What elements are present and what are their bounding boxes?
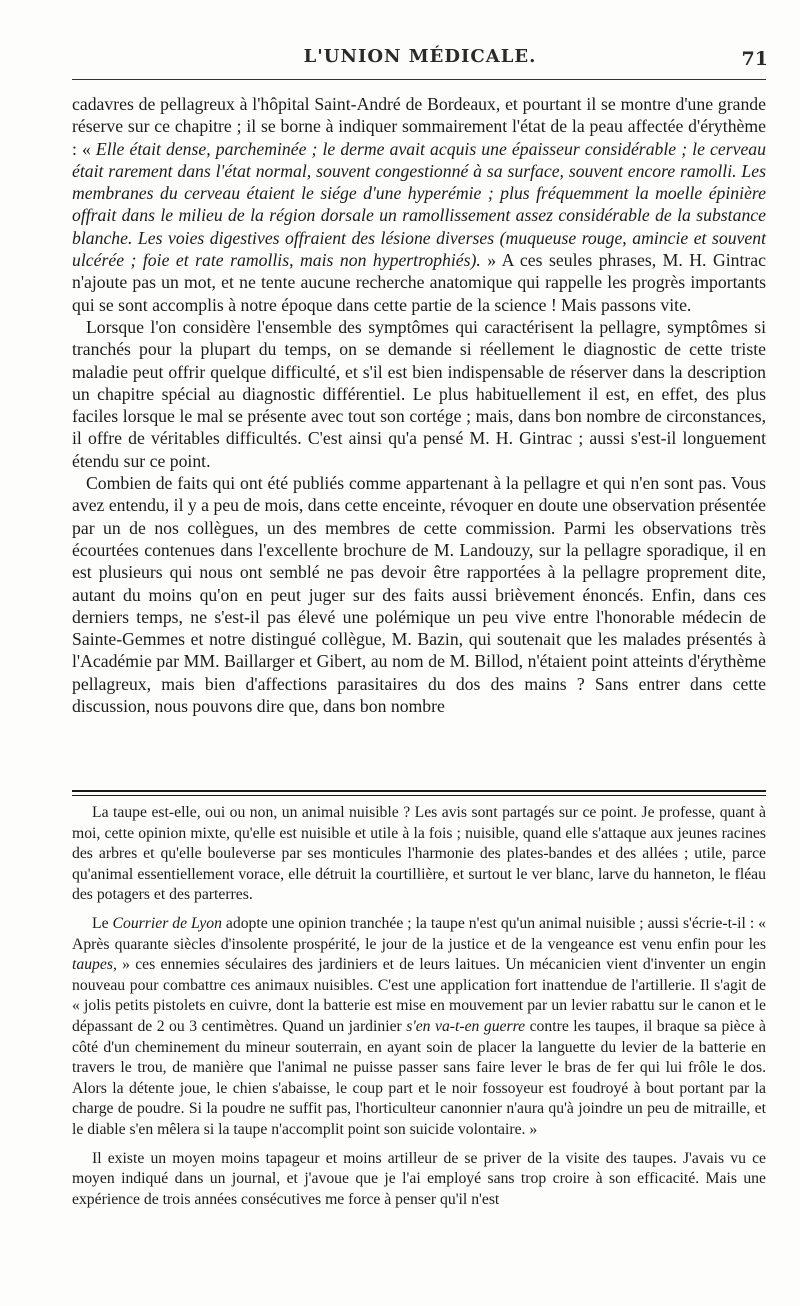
feuilleton-text xyxy=(72,803,766,1210)
feuilleton-p2-newspaper-title: Courrier de Lyon xyxy=(112,914,222,932)
feuilleton-p2-taupes: taupes, xyxy=(72,956,117,974)
feuilleton-p2-guerre: s'en va-t-en guerre xyxy=(406,1017,526,1035)
main-paragraph-3: Combien de faits qui ont été publiés comme appartenant à la pellagre et qui n'en sont pas. Vous avez entendu, il y a peu de mois, dans cette enceinte, révoquer en doute une observation présentée par un de nos collègues, un des membres de cette commission. Parmi les observations très écourtées contenues dans l'excellente brochure de M. Landouzy, sur la pellagre sporadique, il en est plusieurs qui nous ont semblé ne pas devoir être rapportées à la pellagre proprement dite, autant du moins qu'on en peut juger sur des faits aussi brièvement énoncés. Enfin, dans ces derniers temps, ne s'est-il pas élevé une polémique un peu vive entre l'honorable médecin de Sainte-Gemmes et notre distingué collègue, M. Bazin, qui soutenait que les malades présentés à l'Académie par MM. Baillarger et Gibert, au nom de M. Billod, n'étaient point atteints d'érythème pellagreux, mais bien d'affections parasitaires du dos des mains ? Sans entrer dans cette discussion, nous pouvons dire que, dans bon nombre xyxy=(72,473,766,717)
feuilleton-p2-seg1: Le xyxy=(92,914,113,932)
feuilleton-p2-seg5: » ces ennemies séculaires des jardiniers et de leurs laitues. Un mécanicien vient d'inventer un engin nouveau pour combattre ces animaux nuisibles. C'est une application fort inattendue de l'artillerie. Il s'agit de « jolis petits pistolets en cuivre, dont la batterie est mise en mouvement par un levier rabattu sur le canon et le dépassant de 2 ou 3 centimètres. Quand un jardinier xyxy=(72,956,766,1035)
divider-thin-rule xyxy=(72,795,766,796)
feuilleton-paragraph-2 xyxy=(72,914,766,1141)
main-paragraph-1 xyxy=(72,93,766,316)
header-rule xyxy=(72,79,766,80)
page-header xyxy=(72,42,768,78)
feuilleton-paragraph-1: La taupe est-elle, oui ou non, un animal nuisible ? Les avis sont partagés sur ce point. Je professe, quant à moi, cette opinion mixte, qu'elle est nuisible et utile à la fois ; nuisible, quand elle s'attaque aux jeunes racines des arbres et qu'elle bouleverse par ses monticules l'harmonie des plates-bandes et des allées ; utile, parce qu'animal essentiellement vorace, elle détruit la courtillière, et surtout le ver blanc, larve du hanneton, le fléau des potagers et des parterres. xyxy=(72,804,766,904)
main-p1-text-end: » A ces seules phrases, M. H. Gintrac n'ajoute pas un mot, et ne tente aucune recherche anatomique qui rappelle les progrès importants qui se sont accomplis à notre époque dans cette partie de la science ! Mais passons vite. xyxy=(72,250,766,315)
running-title: L'UNION MÉDICALE. xyxy=(303,46,537,67)
feuilleton-p2-seg3: adopte une opinion tranchée ; la taupe n'est qu'un animal nuisible ; aussi s'écrie-t-il : « Après quarante siècles d'insolente prospérité, le jour de la justice et de la vengeance est venu enfin pour les xyxy=(72,914,766,953)
main-p1-quotation: Elle était dense, parcheminée ; le derme avait acquis une épaisseur considérable ; le cerveau était rarement dans l'état normal, souvent congestionné à sa surface, souvent encore ramolli. Les membranes du cerveau étaient le siége d'une hyperémie ; plus fréquemment la moelle épinière offrait dans le milieu de la région dorsale un ramollissement assez considérable de la substance blanche. Les voies digestives offraient des lésione diverses (muqueuse rouge, amincie et souvent ulcérée ; foie et rate ramollis, mais non hypertrophiés). xyxy=(72,138,766,271)
page-number: 71 xyxy=(741,48,768,70)
divider-thick-rule xyxy=(72,790,766,792)
feuilleton-p2-seg7: contre les taupes, il braque sa pièce à côté d'un cheminement du mineur souterrain, en ayant soin de placer la languette du levier de la batterie en travers le trou, de manière que l'animal ne puisse passer sans faire lever le bras de fer qui lui frôle le dos. Alors la détente joue, le chien s'abaisse, le coup part et le noir fossoyeur est foudroyé à bout portant par la charge de poudre. Si la poudre ne suffit pas, l'horticulteur canonnier n'aura qu'à joindre un peu de mitraille, et le diable s'en mêlera si la taupe n'accomplit point son suicide volontaire. » xyxy=(72,1017,767,1138)
main-paragraph-2: Lorsque l'on considère l'ensemble des symptômes qui caractérisent la pellagre, symptômes si tranchés pour la plupart du temps, on se demande si réellement le diagnostic de cette triste maladie peut offrir quelque difficulté, et s'il est bien indispensable de réserver dans la description un chapitre spécial au diagnostic différentiel. Le plus habituellement il est, en effet, des plus faciles lorsque le mal se présente avec tout son cortége ; mais, dans bon nombre de circonstances, il offre de véritables difficultés. C'est ainsi qu'a pensé M. H. Gintrac ; aussi s'est-il longuement étendu sur ce point. xyxy=(72,316,766,471)
footnote-divider xyxy=(72,790,766,796)
feuilleton-paragraph-3: Il existe un moyen moins tapageur et moins artilleur de se priver de la visite des taupes. J'avais vu ce moyen indiqué dans un journal, et j'avoue que je l'ai employé sans trop croire à son efficacité. Mais une expérience de trois années consécutives me force à penser qu'il n'est xyxy=(72,1149,766,1208)
main-text-body xyxy=(72,93,766,717)
main-p1-text-start: cadavres de pellagreux à l'hôpital Saint-André de Bordeaux, et pourtant il se montre d'une grande réserve sur ce chapitre ; il se borne à indiquer sommairement l'état de la peau affectée d'érythème : « xyxy=(72,94,766,159)
